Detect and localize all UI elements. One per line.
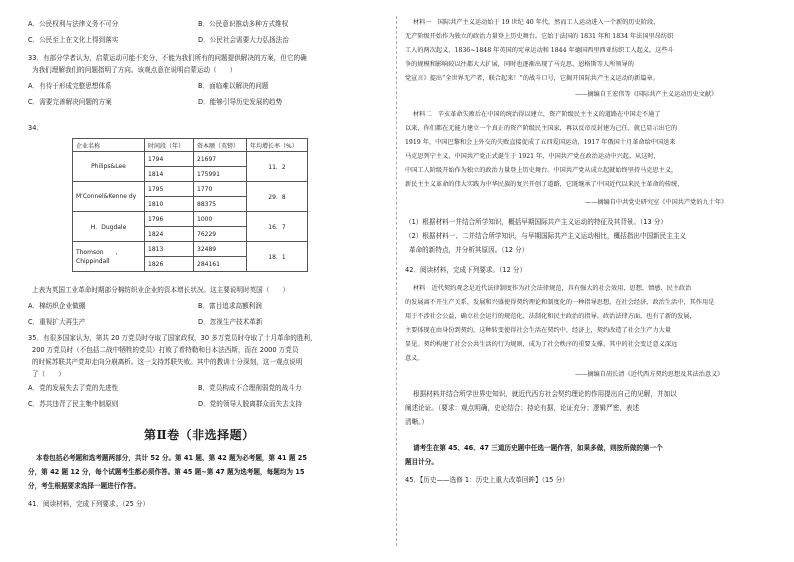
material2-line: 新民主主义革命的伟大实践为中华民族的复兴开创了道路，它既继承了中国近代以来民主革命的传统， [405,181,684,188]
capital-table [72,138,308,272]
q42-source: ——摘编自胡长清《近代西方契约思想及其法治意义》 [575,371,724,378]
table-header: 时间段（年） [145,139,194,152]
q33-option-c: C．需要完善解决问题的方案 [28,98,112,106]
sub-question-2: （2）根据材料一、二并结合所学知识，与早期国际共产主义运动相比，概括指出中国新民主主义 [405,232,687,240]
capital-cell: 76229 [194,227,247,242]
q33-stem-cont: 为我们理解我们的问题指明了方向。该观点意在说明启蒙运动（ ） [32,66,237,74]
rate-cell: 29．8 [247,182,308,212]
q32-option-b: B．公民意识推动多种方式维权 [198,20,289,28]
q35-option-d: D．党的领导人脱离群众而失去支持 [198,400,302,408]
q33-option-b: B．面临难以解决的问题 [198,82,269,90]
column-divider [396,16,397,546]
q42-requirement-cont: 清晰。） [405,418,429,426]
q35-option-a: A．党的发展失去了党的先进性 [28,384,119,392]
capital-cell: 1770 [194,182,247,197]
year-cell: 1814 [145,167,194,182]
q35-stem-cont: 了（ ） [32,370,65,378]
material2-line: 材料二 辛亥革命失败后在中国的统治得以建立，资产阶级民主主义的道路在中国走不通了 [413,111,661,118]
capital-cell: 1000 [194,212,247,227]
q34-number: 34． [28,124,43,132]
material1-source: ——摘编自王宏伟等《国际共产主义运动历史文献》 [575,91,718,98]
material2-source: ——摘编自中共党史研究室《中国共产党的九十年》 [585,199,728,206]
year-cell: 1824 [145,227,194,242]
company-name: H．Dugdale [73,212,145,242]
rate-cell: 18．1 [247,242,308,272]
q42-material-line: 主要体现在由身份到契约，这种转变使得社会生活在契约中，经济上，契约改造了社会生产力大量 [405,327,672,334]
q35-option-b: B．党员构成不合理削弱党的战斗力 [198,384,302,392]
table-row [73,182,308,197]
q42-material-line: 材料 近代契约观念是近代法律制度作为社会法律规范，具有强大的社会效用，思想、情感、民主政治 [413,285,692,292]
q45-heading: 45．【历史——选修 1：历史上重大改革回眸】（15 分） [405,476,569,484]
q42-material-line: 显见。契约构建了社会公共生活的行为规则，成为了社会秩序的重要支撑。其中的社会变迁意义深远 [405,341,678,348]
section-title: 第Ⅱ卷（非选择题） [144,428,255,442]
material1-line: 无产阶级开始作为独立的政治力量登上历史舞台。它始于法国的 1831 年和 1834 年法国里昂纺织 [405,33,674,40]
material1-line: 争的规模和影响较以往都大大扩展，同时也逐渐出现了马克思、恩格斯等人所领导的 [405,61,634,68]
q41-heading: 41．阅读材料，完成下列要求。（25 分） [28,500,150,508]
year-cell: 1794 [145,152,194,167]
table-row [73,152,308,167]
table-row [73,242,308,257]
material1-line: 党宣言》提出“全世界无产者，联合起来！”的战斗口号，它揭开国际共产主义运动的新篇章。 [405,75,659,82]
q42-material-line: 用于不涉社会公益，确立社会运行的规范化、法制化和民主政治的指导。政治法律方面，也有了新的发展， [405,313,696,320]
section-intro-cont: 分，考生根据要求选择一题进行作答。 [28,482,141,490]
section-intro: 本卷包括必考题和选考题两部分，共计 52 分。第 41 题、第 42 题为必考题，第 41 题 25 [36,454,307,462]
capital-cell: 175991 [194,167,247,182]
q32-option-c: C．公民至上在文化上得到落实 [28,36,119,44]
q34-option-b: B．富目追求高额利润 [198,302,262,310]
capital-cell: 32489 [194,242,247,257]
year-cell: 1826 [145,257,194,272]
q42-requirement-cont: 阐述论证。（要求：观点明确，史论结合；持论有据，论证充分；逻辑严密，表述 [405,404,640,412]
q34-option-c: C．重视扩大再生产 [28,318,86,326]
q32-option-a: A．公民权利与法律义务不可分 [28,20,119,28]
material2-line: 中国工人阶级开始作为独立的政治力量登上历史舞台。中国共产党从成立起就始终坚持马克思主义， [405,167,678,174]
q33-option-d: D．能够引导历史发展的趋势 [198,98,283,106]
material2-line: 以来，你们都在无能力建立一个真正的资产阶级民主国家，再以反帝反封建为己任，就已显示出它的 [405,125,678,132]
q34-stem: 上表为英国工业革命时期部分棉纺织业企业的资本增长状况。这主要说明时英国（ ） [32,286,290,294]
q35-option-c: C．苏共违背了民主集中制原则 [28,400,119,408]
company-name: M'Connel&Kenne dy [73,182,145,212]
capital-cell: 88375 [194,197,247,212]
year-cell: 1795 [145,182,194,197]
table-row [73,212,308,227]
elective-notice: 请考生在第 45、46、47 三道历史题中任选一题作答，如果多做，则按所做的第一个 [413,444,663,452]
year-cell: 1796 [145,212,194,227]
material2-line: 马克思列宁主义，中国共产党正式诞生于 1921 年，中国共产党在政治运动中兴起。从这时， [405,153,660,160]
capital-cell: 21697 [194,152,247,167]
year-cell: 1810 [145,197,194,212]
q33-option-a: A．有待于形成完整思想体系 [28,82,112,90]
q42-material-line: 的发展离不开生产关系，发展和兴盛使得契约理论和制度化的一种指导思想，在社会经济、政治生活中，其作用是 [405,299,715,306]
q42-requirement: 根据材料并结合所学世界史知识，就近代西方社会契约理论的作用提出自己的见解，并加以 [413,390,677,398]
year-cell: 1813 [145,242,194,257]
q42-material-line: 意义。 [405,355,424,362]
q35-stem-cont: 200 万党员时（不包括二战中牺牲的党员）打败了希特勒和日本法西斯，而在 2000 万党员 [32,346,299,354]
q32-option-d: D．公民社会需要大力弘扬法治 [198,36,289,44]
q35-stem-cont: 的时候苏联共产党却走向分崩离析。这一支持苏联失败。其中的教训十分深刻，这一观点说明 [32,358,303,366]
company-name: Philips&Lee [73,152,145,182]
sub-question-2-cont: 革命的新特点，并分析其原因。（12 分） [409,246,529,254]
elective-notice-cont: 题目计分。 [405,458,438,466]
sub-question-1: （1）根据材料一并结合所学知识，概括早期国际共产主义运动的特征及其背景。（13 分） [405,218,667,226]
table-header: 年均增长率（%） [247,139,308,152]
table-header: 企业名称 [73,139,145,152]
company-name: Thomson ，Chippindall [73,242,145,272]
material1-line: 材料一 国际共产主义运动始于 19 世纪 40 年代，然而工人运动进入一个新的历史阶段， [413,19,660,26]
table-header: 资本额（英镑） [194,139,247,152]
q35-stem: 35．有很多国家认为，第共 20 万党员时夺取了国家政权，30 多万党员时夺取了十月革命的胜利， [28,334,317,342]
q33-stem: 33．有部分学者认为，启蒙运动可能不充分，不能为我们所有的问题提供解决的方案，但它的确 [28,54,307,62]
material2-line: 1919 年，中国巴黎和会上外交的失败直接促成了五四爱国运动，1917 年俄国十月革命给中国送来 [405,139,676,146]
q34-option-a: A．棉纺织企业做棚 [28,302,86,310]
section-intro-cont: 分，第 42 题 12 分，每个试题考生都必须作答。第 45 题~第 47 题为选考题，每题均为 15 [28,468,305,476]
capital-cell: 284161 [194,257,247,272]
rate-cell: 11．2 [247,152,308,182]
q42-heading: 42．阅读材料，完成下列要求。（12 分） [405,266,527,274]
rate-cell: 16．7 [247,212,308,242]
q34-option-d: D．忽视生产技术革新 [198,318,263,326]
material1-line: 工人的两次起义、1836~1848 年英国的宪章运动和 1844 年德国西里西亚纺织工人起义。这些斗 [405,47,674,54]
